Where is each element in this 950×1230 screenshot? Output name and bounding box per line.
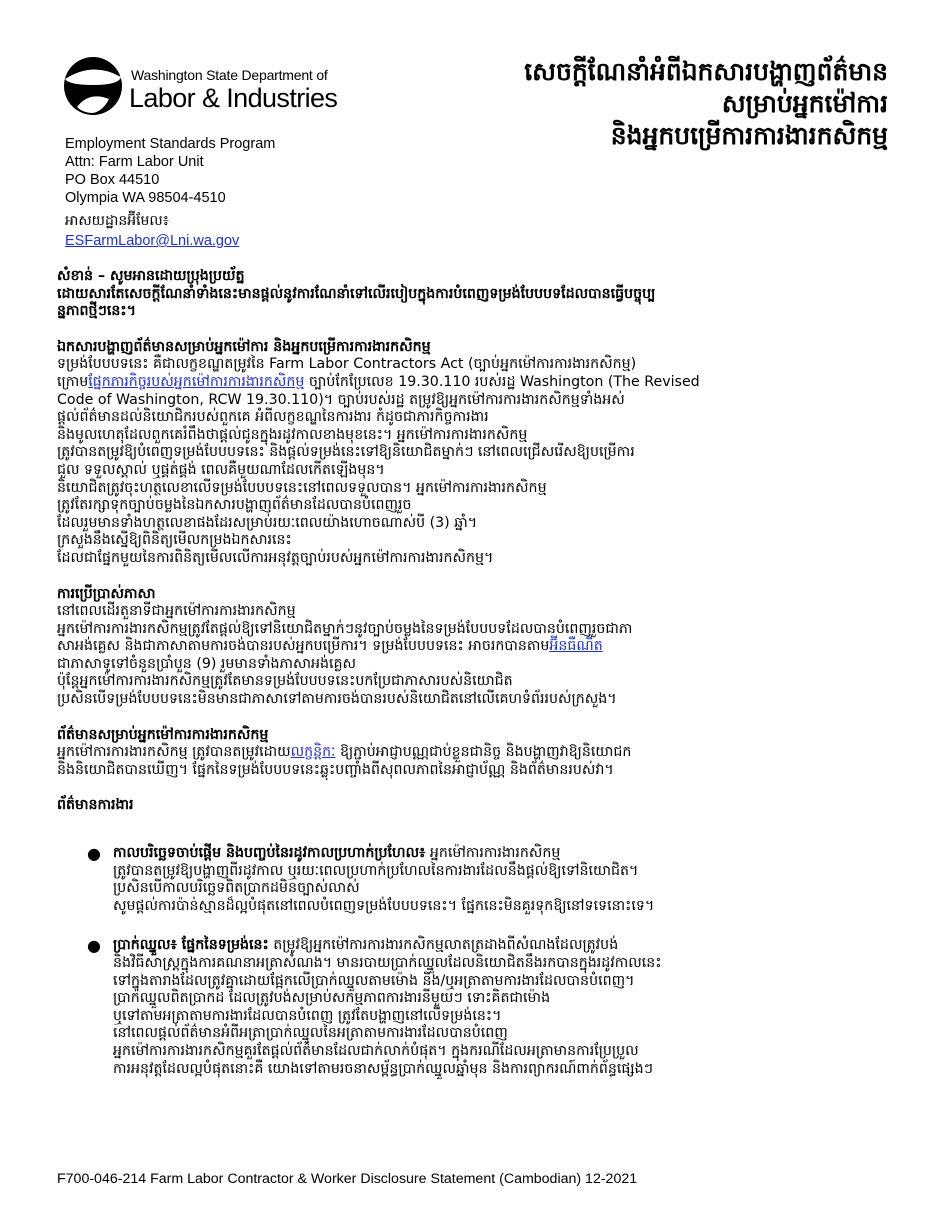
disclosure-line: ដែលជាផ្នែកមួយនៃការពិនិត្យមើលលើការអនុវត្តច្បាប់របស់អ្នកម៉ៅការការងារកសិកម្ម។ (57, 549, 494, 566)
important-text-line: ន្នភាពថ្មីៗនេះ។ (57, 303, 136, 320)
language-line: ជាភាសាទូទៅចំនួនប្រាំបួន (9) រួមមានទាំងភាសាអង់គ្លេស (57, 655, 357, 672)
contractor-info-heading: ព័ត៌មានសម្រាប់អ្នកម៉ៅការការងារកសិកម្ម (57, 726, 269, 743)
disclosure-line: ដែលរួមមានទាំងហត្ថលេខាផងដែរសម្រាប់រយៈពេលយ៉ាងហោចណាស់បី (3) ឆ្នាំ។ (57, 514, 478, 531)
disclosure-line: ត្រូវបានតម្រូវឱ្យបំពេញទម្រង់បែបបទនេះ និងផ្តល់ទម្រង់នេះទៅឱ្យនិយោជិតម្នាក់ៗ នៅពេលជ្រើសរើសឱ្យបម្រើការ (57, 444, 635, 461)
contractor-info-line: អ្នកម៉ៅការការងារកសិកម្ម ត្រូវបានតម្រូវដោយលក្ខន្តិកៈ ឱ្យភ្ជាប់អាជ្ញាបណ្ណជាប់ខ្លួនជានិច្ច និងបង្ហាញវាឱ្យនិយោជក (57, 744, 632, 761)
season-dates-term: កាលបរិច្ឆេទចាប់ផ្តើម និងបញ្ចប់នៃរដូវកាលប្រហាក់ប្រហែល៖ (113, 845, 426, 862)
address-city: Olympia WA 98504-4510 (65, 190, 226, 206)
lni-logo-mark-icon (63, 55, 123, 117)
wages-line: អ្នកម៉ៅការការងារកសិកម្មគួរតែផ្តល់ព័ត៌មានដែលជាក់លាក់បំផុត។ ក្នុងករណីដែលអត្រាមានការប្រែប្រួល (113, 1042, 639, 1059)
bullet-icon: ● (87, 936, 101, 956)
language-heading: ការប្រើប្រាស់ភាសា (57, 585, 156, 602)
language-line: នៅពេលដើរតួនាទីជាអ្នកម៉ៅការការងារកសិកម្ម (57, 603, 296, 620)
language-line: អ្នកម៉ៅការការងារកសិកម្មត្រូវតែផ្តល់ឱ្យទៅនិយោជិតម្នាក់ៗនូវច្បាប់ចម្លងនៃទម្រង់បែបបទដែលបានបំពេញរួចជាភា (57, 620, 633, 637)
job-info-list (57, 845, 897, 1078)
important-heading: សំខាន់ – សូមអានដោយប្រុងប្រយ័ត្ន (57, 268, 245, 284)
disclosure-line: ក្រសួងនឹងស្នើឱ្យពិនិត្យមើលកម្រងឯកសារនេះ (57, 532, 292, 549)
wages-line: ការអនុវត្តដែលល្អបំផុតនោះគឺ យោងទៅតាមរចនាសម្ព័ន្ធប្រាក់ឈ្នួលឆ្នាំមុន និងការព្យាករណ៍ពាក់ព័ន្ធផ្សេងៗ (113, 1060, 654, 1077)
wages-line: និងវិធីសាស្ត្រក្នុងការគណនាអត្រាសំណង។ មានរបាយប្រាក់ឈ្នួលដែលនិយោជិតនឹងរកបានក្នុងរដូវកាលនេះ (113, 955, 662, 971)
list-item-season-dates: ● កាលបរិច្ឆេទចាប់ផ្តើម និងបញ្ចប់នៃរដូវកាលប្រហាក់ប្រហែល៖ អ្នកម៉ៅការការងារកសិកម្ម ត្រូវបានតម្រូវឱ្យបង្ហាញពីរដូវកាល ឬរយៈពេលប្រហាក់ប្រហែលនៃការងារដែលនឹងផ្តល់ឱ្យទៅនិយោជិត។ ប្រសិនបើកាលបរិច្ឆេទពិតប្រាកដមិនច្បាស់លាស់ សូមផ្តល់ការប៉ាន់ស្មានដ៏ល្អបំផុតនៅពេលបំពេញទម្រង់បែបបទនេះ។ ផ្នែកនេះមិនគួរទុកឱ្យនៅទទេនោះទេ។ (57, 845, 897, 915)
title-line-2: សម្រាប់អ្នកម៉ៅការ (721, 89, 888, 118)
language-line: ប្រសិនបើទម្រង់បែបបទនេះមិនមានជាភាសាទៅតាមការចង់បានរបស់និយោជិតនៅលើគេហទំព័ររបស់ក្រសួង។ (57, 691, 617, 708)
form-footer: F700-046-214 Farm Labor Contractor & Worker Disclosure Statement (Cambodian) 12-2021 (57, 1171, 638, 1187)
season-dates-line: សូមផ្តល់ការប៉ាន់ស្មានដ៏ល្អបំផុតនៅពេលបំពេញទម្រង់បែបបទនេះ។ ផ្នែកនេះមិនគួរទុកឱ្យនៅទទេនោះទេ។ (113, 897, 655, 914)
lni-logo (63, 55, 338, 117)
disclosure-line: ជួល ទទួលស្គាល់ ឬផ្គត់ផ្គង់ ពេលគឺមួយណាដែលកើតឡើងមុន។ (57, 461, 385, 478)
season-dates-line: ត្រូវបានតម្រូវឱ្យបង្ហាញពីរដូវកាល ឬរយៈពេលប្រហាក់ប្រហែលនៃការងារដែលនឹងផ្តល់ឱ្យទៅនិយោជិត។ (113, 862, 639, 879)
logo-text-agency: Labor & Industries (129, 83, 338, 113)
language-line: ប៉ុន្តែអ្នកម៉ៅការការងារកសិកម្មត្រូវតែមានទម្រង់បែបបទនេះបកប្រែជាភាសារបស់និយោជិត (57, 673, 513, 690)
wages-line: នៅពេលផ្តល់ព័ត៌មានអំពីអត្រាប្រាក់ឈ្នួលនៃអត្រាតាមការងារដែលបានបំពេញ (113, 1025, 508, 1042)
wages-line: ប្រាក់ឈ្នួលពិតប្រាកដ ដែលត្រូវបង់សម្រាប់សកម្មភាពការងារនីមួយៗ ទោះគិតជាម៉ោង (113, 990, 551, 1007)
title-line-3: និងអ្នកបម្រើការការងារកសិកម្ម (610, 121, 888, 150)
address-attention: Attn: Farm Labor Unit (65, 154, 204, 170)
wages-line: ឬទៅតាមអត្រាតាមការងារដែលបានបំពេញ ត្រូវតែបង្ហាញនៅលើទម្រង់នេះ។ (113, 1007, 502, 1024)
disclosure-heading: ឯកសារបង្ហាញព័ត៌មានសម្រាប់អ្នកម៉ៅការ និងអ្នកបម្រើការការងារកសិកម្ម (57, 338, 431, 355)
disclosure-line: ក្រោមផ្នែកភារកិច្ចរបស់អ្នកម៉ៅការការងារកសិកម្ម ច្បាប់កែប្រែលេខ 19.30.110 របស់រដ្ឋ Washington (The Revised (57, 373, 700, 390)
disclosure-section (57, 339, 897, 568)
important-section (57, 268, 897, 321)
wages-term: ប្រាក់ឈ្នួល៖ ផ្នែកនៃទម្រង់នេះ (113, 937, 269, 954)
title-line-1: សេចក្តីណែនាំអំពីឯកសារបង្ហាញព័ត៌មាន (524, 57, 888, 86)
job-info-heading: ព័ត៌មានការងារ (57, 797, 134, 814)
logo-text-department: Washington State Department of (131, 67, 328, 83)
disclosure-line: និងមូលហេតុដែលពួកគេរំពឹងថាផ្តល់ជូនក្នុងរដូវកាលខាងមុខនេះ។ អ្នកម៉ៅការការងារកសិកម្ម (57, 426, 528, 443)
wages-line: ទៅក្នុងតារាងដែលត្រូវគ្នាដោយផ្អែកលើប្រាក់ឈ្នួលតាមម៉ោង និង/ឬអត្រាតាមការងារដែលបានបំពេញ។ (113, 972, 635, 989)
statute-link[interactable]: លក្ខន្តិកៈ (290, 744, 336, 761)
internet-link[interactable]: អ៊ីនធឺណិត (549, 638, 603, 655)
job-info-section (57, 797, 897, 1078)
address-po-box: PO Box 44510 (65, 172, 160, 188)
email-link[interactable]: ESFarmLabor@Lni.wa.gov (65, 233, 240, 249)
language-section (57, 586, 897, 709)
address-program: Employment Standards Program (65, 136, 276, 152)
important-text-line: ដោយសារតែសេចក្តីណែនាំទាំងនេះមានផ្តល់នូវការណែនាំទៅលើរបៀបក្នុងការបំពេញទម្រង់បែបបទដែលបានធ្វើបច្ចុប្ប (57, 285, 656, 302)
email-label: អាសយដ្ឋានអ៊ីមែល៖ (65, 213, 169, 229)
disclosure-line: Code of Washington, RCW 19.30.110)។ ច្បាប់របស់រដ្ឋ តម្រូវឱ្យអ្នកម៉ៅការការងារកសិកម្មទាំងអស់ (57, 391, 625, 408)
bullet-icon: ● (87, 844, 101, 864)
list-item-wages: ● ប្រាក់ឈ្នួល៖ ផ្នែកនៃទម្រង់នេះ តម្រូវឱ្យអ្នកម៉ៅការការងារកសិកម្មលាតត្រដាងពីសំណងដែលត្រូវបង់ និងវិធីសាស្ត្រក្នុងការគណនាអត្រាសំណង។ មានរបាយប្រាក់ឈ្នួលដែលនិយោជិតនឹងរកបានក្នុងរដូវកាលនេះ ទៅក្នុងតារាងដែលត្រូវគ្នាដោយផ្អែកលើប្រាក់ឈ្នួលតាមម៉ោង និង/ឬអត្រាតាមការងារដែលបានបំពេញ។ ប្រាក់ឈ្នួលពិតប្រាកដ ដែលត្រូវបង់សម្រាប់សកម្មភាពការងារនីមួយៗ ទោះគិតជាម៉ោង ឬទៅតាមអត្រាតាមការងារដែលបានបំពេញ ត្រូវតែបង្ហាញនៅលើទម្រង់នេះ។ នៅពេលផ្តល់ព័ត៌មានអំពីអត្រាប្រាក់ឈ្នួលនៃអត្រាតាមការងារដែលបានបំពេញ អ្នកម៉ៅការការងារកសិកម្មគួរតែផ្តល់ព័ត៌មានដែលជាក់លាក់បំផុត។ ក្នុងករណីដែលអត្រាមានការប្រែប្រួល ការអនុវត្តដែលល្អបំផុតនោះគឺ យោងទៅតាមរចនាសម្ព័ន្ធប្រាក់ឈ្នួលឆ្នាំមុន និងការព្យាករណ៍ពាក់ព័ន្ធផ្សេងៗ (57, 937, 897, 1078)
disclosure-line: និយោជិតត្រូវចុះហត្ថលេខាលើទម្រង់បែបបទនេះនៅពេលទទួលបាន។ អ្នកម៉ៅការការងារកសិកម្ម (57, 479, 547, 496)
language-line: សាអង់គ្លេស និងជាភាសាតាមការចង់បានរបស់អ្នកបម្រើការ។ ទម្រង់បែបបទនេះ អាចរកបានតាមអ៊ីនធឺណិត (57, 638, 603, 655)
contractor-info-line: និងនិយោជិតបានឃើញ។ ផ្នែកនៃទម្រង់បែបបទនេះឆ្លុះបញ្ចាំងពីសុពលភាពនៃអាជ្ញាប័ណ្ណ និងព័ត៌មានរបស់វា។ (57, 761, 614, 778)
disclosure-line: ទម្រង់បែបបទនេះ គឺជាលក្ខខណ្ឌតម្រូវនៃ Farm Labor Contractors Act (ច្បាប់អ្នកម៉ៅការការងារកសិកម្ម) (57, 356, 637, 373)
duties-link[interactable]: ផ្នែកភារកិច្ចរបស់អ្នកម៉ៅការការងារកសិកម្ម (88, 373, 305, 390)
disclosure-line: ផ្តល់ព័ត៌មានដល់និយោជិករបស់ពួកគេ អំពីលក្ខខណ្ឌនៃការងារ កំដូចជាភារកិច្ចការងារ (57, 409, 489, 426)
page-title (524, 56, 888, 152)
document-body (57, 268, 897, 1100)
disclosure-line: ត្រូវតែរក្សាទុកច្បាប់ចម្លងនៃឯកសារបង្ហាញព័ត៌មានដែលបានបំពេញរួច (57, 497, 412, 514)
mailing-address (65, 135, 275, 207)
contractor-info-section (57, 727, 897, 780)
season-dates-line: ប្រសិនបើកាលបរិច្ឆេទពិតប្រាកដមិនច្បាស់លាស់ (113, 880, 360, 897)
